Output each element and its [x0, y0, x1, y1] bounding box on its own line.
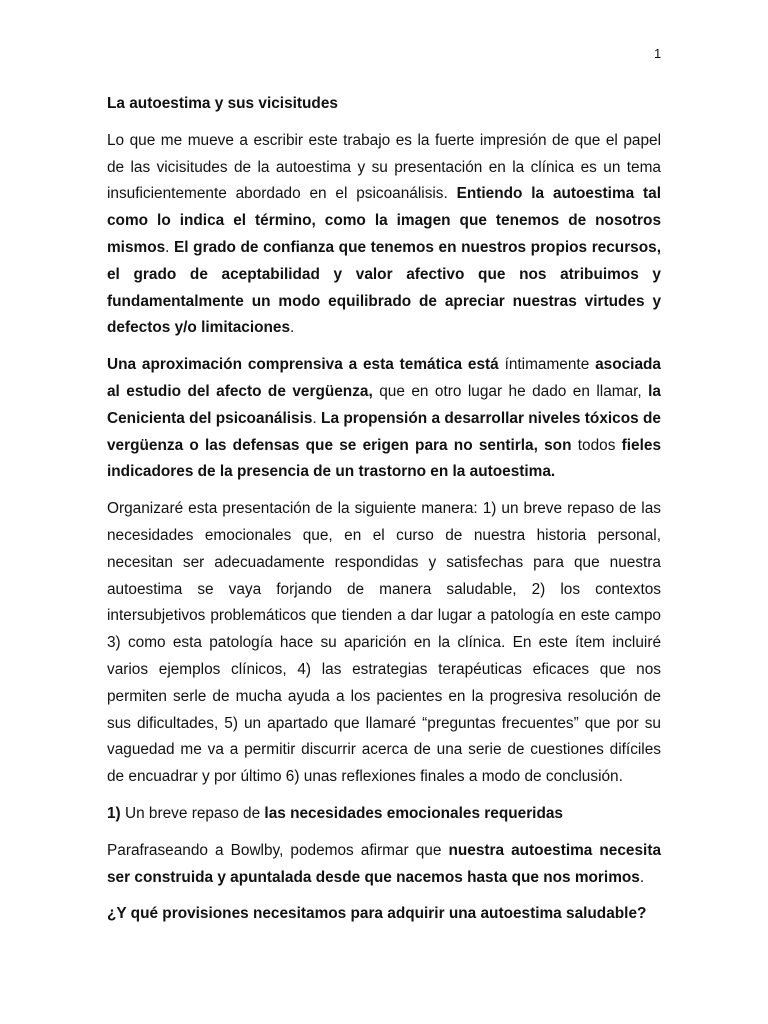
intro-text-2: .	[165, 238, 175, 256]
shame-text-3: .	[312, 409, 322, 427]
section-heading-1	[107, 801, 661, 828]
document-title: La autoestima y sus vicisitudes	[107, 95, 338, 112]
intro-text-3: .	[290, 319, 295, 337]
intro-text-1: Lo que me mueve a escribir este trabajo es la fuerte impresión de que el papel de las vicisitudes de la autoestima y su presentación en la clínica es un tema insuficientemente abordado en el psicoanálisis.	[107, 131, 661, 203]
section-heading-bold: las necesidades emocionales requeridas	[264, 804, 563, 822]
section-number: 1)	[107, 804, 121, 822]
intro-bold-2: El grado de confianza que tenemos en nuestros propios recursos, el grado de aceptabilidad y valor afectivo que nos atribuimos y fundamentalmente un modo equilibrado de apreciar nuestras virtudes y defectos y/o limitaciones	[107, 238, 661, 337]
shame-text-1: íntimamente	[498, 356, 596, 374]
section-heading-text: Un breve repaso de	[120, 804, 265, 822]
shame-bold-1: Una aproximación comprensiva a esta temática está	[107, 356, 499, 374]
paragraph-outline: Organizaré esta presentación de la siguiente manera: 1) un breve repaso de las necesidades emocionales que, en el curso de nuestra historia personal, necesitan ser adecuadamente respondidas y satisfechas para que nuestra autoestima se vaya forjando de manera saludable, 2) los contextos intersubjetivos problemáticos que tienden a dar lugar a patología en este campo 3) como esta patología hace su aparición en la clínica. En este ítem incluiré varios ejemplos clínicos, 4) las estrategias terapéuticas eficaces que nos permiten serle de mucha ayuda a los pacientes en la progresiva resolución de sus dificultades, 5) un apartado que llamaré “preguntas frecuentes” que por su vaguedad me va a permitir discurrir acerca de una serie de cuestiones difíciles de encuadrar y por último 6) unas reflexiones finales a modo de conclusión.	[107, 500, 661, 786]
page-number: 1	[654, 46, 662, 61]
intro-bold-1: Entiendo la autoestima tal como lo indica el término, como la imagen que tenemos de nosotros mismos	[107, 185, 661, 256]
document-body	[107, 91, 661, 938]
bowlby-bold-1: nuestra autoestima necesita ser construida y apuntalada desde que nacemos hasta que nos morimos	[107, 841, 661, 886]
shame-text-4: todos	[571, 436, 622, 454]
paragraph-intro	[107, 128, 661, 342]
paragraph-bowlby	[107, 838, 661, 892]
shame-bold-5: fieles indicadores de la presencia de un trastorno en la autoestima.	[107, 436, 662, 481]
shame-bold-4: La propensión a desarrollar niveles tóxicos de vergüenza o las defensas que se erigen para no sentirla, son	[107, 409, 661, 454]
bowlby-text-2: .	[639, 868, 645, 886]
question-heading	[107, 901, 661, 928]
paragraph-shame	[107, 352, 661, 486]
question-text: ¿Y qué provisiones necesitamos para adquirir una autoestima saludable?	[107, 905, 647, 923]
bowlby-text-1: Parafraseando a Bowlby, podemos afirmar que	[107, 841, 449, 859]
shame-bold-3: la Cenicienta del psicoanálisis	[107, 382, 661, 427]
shame-bold-2: asociada al estudio del afecto de vergüenza,	[107, 356, 661, 400]
shame-text-2: que en otro lugar he dado en llamar,	[372, 382, 649, 400]
